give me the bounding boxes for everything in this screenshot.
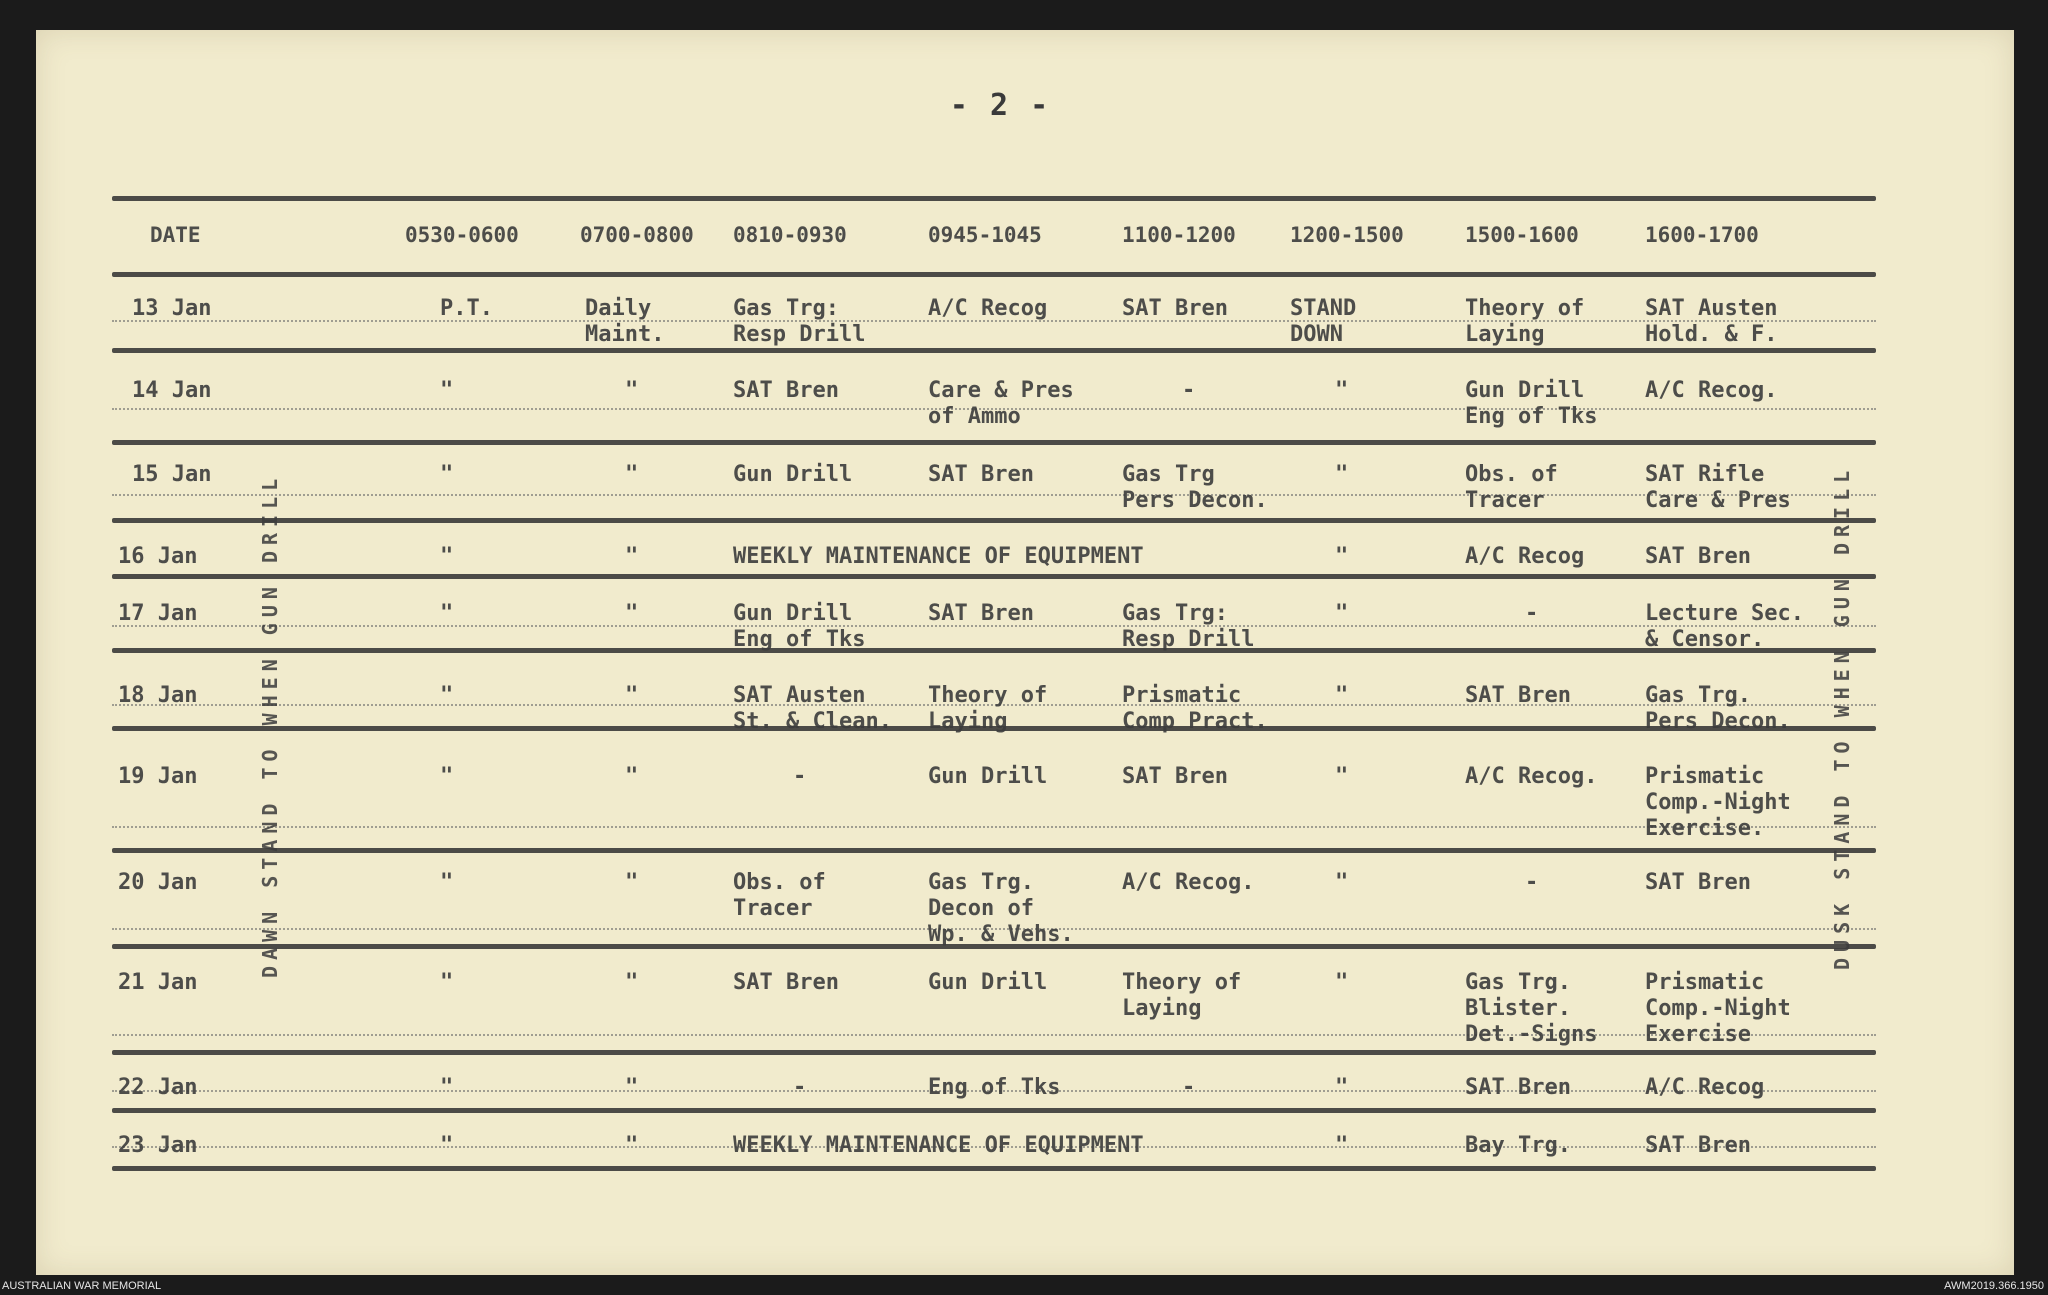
schedule-cell: Gas Trg: Resp Drill xyxy=(733,296,866,347)
schedule-cell: WEEKLY MAINTENANCE OF EQUIPMENT xyxy=(733,1133,1144,1158)
schedule-cell: Gas Trg: Resp Drill xyxy=(1122,601,1255,652)
side-note-right: DUSK STAND TO WHEN GUN DRILL xyxy=(1830,464,1854,970)
row-date: 17 Jan xyxy=(118,601,198,626)
schedule-cell: Care & Pres of Ammo xyxy=(928,378,1074,429)
schedule-cell: Gun Drill Eng of Tks xyxy=(1465,378,1598,429)
schedule-cell: " xyxy=(625,870,639,895)
schedule-cell: " xyxy=(625,764,639,789)
schedule-cell: " xyxy=(625,378,639,403)
schedule-cell: Prismatic Comp.-Night Exercise. xyxy=(1645,764,1791,841)
schedule-cell: Gun Drill xyxy=(928,764,1048,789)
schedule-cell: Obs. of Tracer xyxy=(733,870,826,921)
row-date: 20 Jan xyxy=(118,870,198,895)
schedule-cell: " xyxy=(440,1133,454,1158)
schedule-cell: SAT Rifle Care & Pres xyxy=(1645,462,1791,513)
table-rule xyxy=(112,848,1876,853)
table-rule xyxy=(112,1108,1876,1113)
schedule-cell: Prismatic Comp Pract. xyxy=(1122,683,1268,734)
page-number: - 2 - xyxy=(949,88,1051,123)
schedule-cell: SAT Bren xyxy=(1645,1133,1751,1158)
schedule-cell: Gun Drill xyxy=(733,462,853,487)
row-date: 15 Jan xyxy=(132,462,212,487)
schedule-cell: - xyxy=(793,1075,807,1100)
schedule-cell: " xyxy=(440,544,454,569)
schedule-cell: " xyxy=(440,378,454,403)
schedule-cell: SAT Austen Hold. & F. xyxy=(1645,296,1778,347)
table-rule xyxy=(112,1166,1876,1171)
schedule-cell: - xyxy=(793,764,807,789)
schedule-cell: Eng of Tks xyxy=(928,1075,1061,1100)
schedule-cell: SAT Bren xyxy=(1645,870,1751,895)
row-date: 21 Jan xyxy=(118,970,198,995)
schedule-cell: A/C Recog. xyxy=(1645,378,1778,403)
schedule-cell: Prismatic Comp.-Night Exercise xyxy=(1645,970,1791,1047)
column-header: 0810-0930 xyxy=(733,223,847,247)
side-note-left: DAWN STAND TO WHEN GUN DRILL xyxy=(258,472,282,978)
dotted-guide xyxy=(112,494,1876,498)
schedule-cell: " xyxy=(1335,970,1349,995)
schedule-cell: Gas Trg. Decon of Wp. & Vehs. xyxy=(928,870,1074,947)
schedule-cell: " xyxy=(440,1075,454,1100)
schedule-cell: " xyxy=(625,1133,639,1158)
footer-institution: AUSTRALIAN WAR MEMORIAL xyxy=(2,1280,162,1292)
column-header: DATE xyxy=(150,223,201,247)
schedule-cell: " xyxy=(625,970,639,995)
schedule-cell: A/C Recog xyxy=(928,296,1048,321)
table-rule xyxy=(112,348,1876,353)
row-date: 22 Jan xyxy=(118,1075,198,1100)
schedule-cell: " xyxy=(625,601,639,626)
table-rule xyxy=(112,518,1876,523)
schedule-cell: Gas Trg. Blister. Det.-Signs xyxy=(1465,970,1598,1047)
table-rule xyxy=(112,648,1876,653)
schedule-cell: " xyxy=(440,462,454,487)
schedule-cell: SAT Bren xyxy=(1122,296,1228,321)
schedule-cell: Gas Trg Pers Decon. xyxy=(1122,462,1268,513)
schedule-cell: " xyxy=(1335,378,1349,403)
schedule-cell: " xyxy=(625,1075,639,1100)
schedule-cell: " xyxy=(1335,544,1349,569)
dotted-guide xyxy=(112,1034,1876,1038)
schedule-cell: " xyxy=(1335,683,1349,708)
schedule-cell: - xyxy=(1525,601,1539,626)
column-header: 1600-1700 xyxy=(1645,223,1759,247)
schedule-cell: - xyxy=(1182,1075,1196,1100)
schedule-cell: " xyxy=(440,870,454,895)
schedule-cell: Bay Trg. xyxy=(1465,1133,1571,1158)
schedule-cell: SAT Bren xyxy=(1465,683,1571,708)
row-date: 19 Jan xyxy=(118,764,198,789)
schedule-cell: Theory of Laying xyxy=(1122,970,1242,1021)
schedule-cell: SAT Bren xyxy=(733,970,839,995)
schedule-cell: SAT Bren xyxy=(928,601,1034,626)
footer-accession-number: AWM2019.366.1950 xyxy=(1944,1280,2044,1292)
schedule-cell: " xyxy=(1335,1133,1349,1158)
schedule-cell: Theory of Laying xyxy=(928,683,1048,734)
schedule-cell: A/C Recog. xyxy=(1122,870,1255,895)
schedule-cell: Gas Trg. Pers Decon. xyxy=(1645,683,1791,734)
schedule-cell: " xyxy=(625,544,639,569)
schedule-cell: " xyxy=(440,601,454,626)
table-rule xyxy=(112,574,1876,579)
schedule-cell: " xyxy=(1335,1075,1349,1100)
dotted-guide xyxy=(112,826,1876,830)
schedule-cell: A/C Recog. xyxy=(1465,764,1598,789)
column-header: 0530-0600 xyxy=(405,223,519,247)
schedule-cell: P.T. xyxy=(440,296,493,321)
schedule-cell: - xyxy=(1525,870,1539,895)
row-date: 18 Jan xyxy=(118,683,198,708)
column-header: 1200-1500 xyxy=(1290,223,1404,247)
row-date: 14 Jan xyxy=(132,378,212,403)
column-header: 0700-0800 xyxy=(580,223,694,247)
schedule-cell: " xyxy=(625,683,639,708)
schedule-cell: SAT Bren xyxy=(928,462,1034,487)
schedule-cell: Gun Drill xyxy=(928,970,1048,995)
schedule-cell: " xyxy=(625,462,639,487)
schedule-cell: SAT Austen St. & Clean. xyxy=(733,683,892,734)
column-header: 1100-1200 xyxy=(1122,223,1236,247)
schedule-cell: " xyxy=(440,683,454,708)
schedule-cell: SAT Bren xyxy=(1645,544,1751,569)
table-rule xyxy=(112,1050,1876,1055)
schedule-cell: " xyxy=(1335,601,1349,626)
schedule-cell: Lecture Sec. & Censor. xyxy=(1645,601,1804,652)
schedule-cell: WEEKLY MAINTENANCE OF EQUIPMENT xyxy=(733,544,1144,569)
schedule-cell: A/C Recog xyxy=(1465,544,1585,569)
table-rule xyxy=(112,440,1876,445)
schedule-cell: Obs. of Tracer xyxy=(1465,462,1558,513)
schedule-cell: Theory of Laying xyxy=(1465,296,1585,347)
schedule-cell: - xyxy=(1182,378,1196,403)
column-header: 1500-1600 xyxy=(1465,223,1579,247)
schedule-cell: SAT Bren xyxy=(1465,1075,1571,1100)
row-date: 13 Jan xyxy=(132,296,212,321)
schedule-cell: " xyxy=(440,970,454,995)
schedule-cell: A/C Recog xyxy=(1645,1075,1765,1100)
schedule-cell: SAT Bren xyxy=(1122,764,1228,789)
schedule-cell: " xyxy=(440,764,454,789)
row-date: 23 Jan xyxy=(118,1133,198,1158)
column-header: 0945-1045 xyxy=(928,223,1042,247)
schedule-cell: STAND DOWN xyxy=(1290,296,1357,347)
schedule-cell: SAT Bren xyxy=(733,378,839,403)
table-rule xyxy=(112,272,1876,277)
schedule-cell: " xyxy=(1335,462,1349,487)
table-rule xyxy=(112,196,1876,201)
schedule-cell: Daily Maint. xyxy=(585,296,665,347)
schedule-cell: " xyxy=(1335,764,1349,789)
schedule-cell: Gun Drill Eng of Tks xyxy=(733,601,866,652)
schedule-cell: " xyxy=(1335,870,1349,895)
row-date: 16 Jan xyxy=(118,544,198,569)
